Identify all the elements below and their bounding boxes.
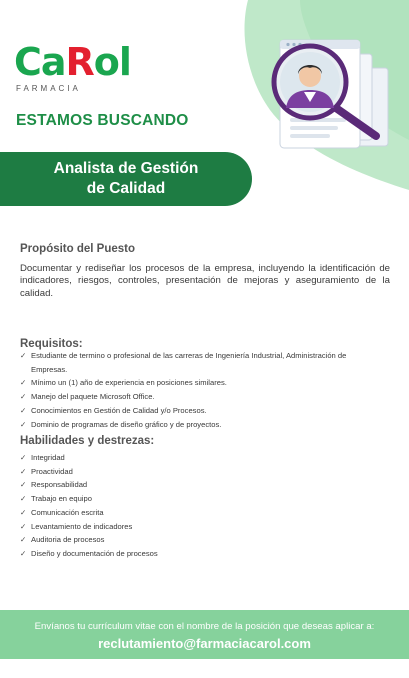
magnifier-profile-icon <box>228 32 400 160</box>
skills-title: Habilidades y destrezas: <box>20 435 155 447</box>
check-icon: ✓ <box>20 351 27 360</box>
purpose-text: Documentar y rediseñar los procesos de la empresa, incluyendo la identificación de indicadores, riesgos, controles, presentación de mejoras y aseguramiento de la calidad. <box>20 263 390 299</box>
check-icon: ✓ <box>20 494 27 504</box>
check-icon: ✓ <box>20 453 27 462</box>
list-item: ✓ Dominio de programas de diseño gráfico y de proyectos. <box>20 418 346 432</box>
check-icon: ✓ <box>20 419 27 429</box>
footer-email[interactable]: reclutamiento@farmaciacarol.com <box>98 636 311 651</box>
list-item: ✓ Conocimientos en Gestión de Calidad y/o Procesos. <box>20 404 346 418</box>
check-icon: ✓ <box>20 405 27 415</box>
list-item: ✓ Trabajo en equipo <box>20 492 158 506</box>
check-icon: ✓ <box>20 466 27 476</box>
purpose-title: Propósito del Puesto <box>20 243 136 255</box>
list-item: ✓ Manejo del paquete Microsoft Office. <box>20 390 346 404</box>
requirements-list <box>20 349 346 431</box>
list-item: ✓ Levantamiento de indicadores <box>20 520 158 534</box>
check-icon: ✓ <box>20 480 27 490</box>
check-icon: ✓ <box>20 521 27 531</box>
check-icon: ✓ <box>20 378 27 388</box>
check-icon: ✓ <box>20 535 27 545</box>
skills-list <box>20 451 158 561</box>
list-item: ✓ Mínimo un (1) año de experiencia en posiciones similares. <box>20 376 346 390</box>
list-item: ✓ Diseño y documentación de procesos <box>20 547 158 561</box>
list-item: ✓ Integridad <box>20 451 158 465</box>
position-title-line2: de Calidad <box>86 180 166 197</box>
check-icon: ✓ <box>20 507 27 517</box>
check-icon: ✓ <box>20 392 27 402</box>
footer-banner <box>0 610 409 659</box>
position-banner <box>0 152 252 206</box>
position-title-line1: Analista de Gestión <box>53 160 199 177</box>
list-item: ✓ Responsabilidad <box>20 478 158 492</box>
list-item: ✓ Proactividad <box>20 465 158 479</box>
brand-logo <box>14 40 134 100</box>
list-item: ✓ Comunicación escrita <box>20 506 158 520</box>
list-item: Empresas. <box>31 364 68 374</box>
headline: ESTAMOS BUSCANDO <box>16 112 189 129</box>
footer-instruction: Envíanos tu currículum vitae con el nombre de la posición que deseas aplicar a: <box>34 621 375 632</box>
logo-wordmark: CaRol <box>14 40 131 84</box>
list-item: ✓ Auditoria de procesos <box>20 533 158 547</box>
list-item: ✓ Estudiante de termino o profesional de las carreras de Ingeniería Industrial, Administración de <box>20 349 346 363</box>
requirements-title: Requisitos: <box>20 338 83 350</box>
check-icon: ✓ <box>20 548 27 558</box>
logo-subtitle: FARMACIA <box>16 84 81 93</box>
